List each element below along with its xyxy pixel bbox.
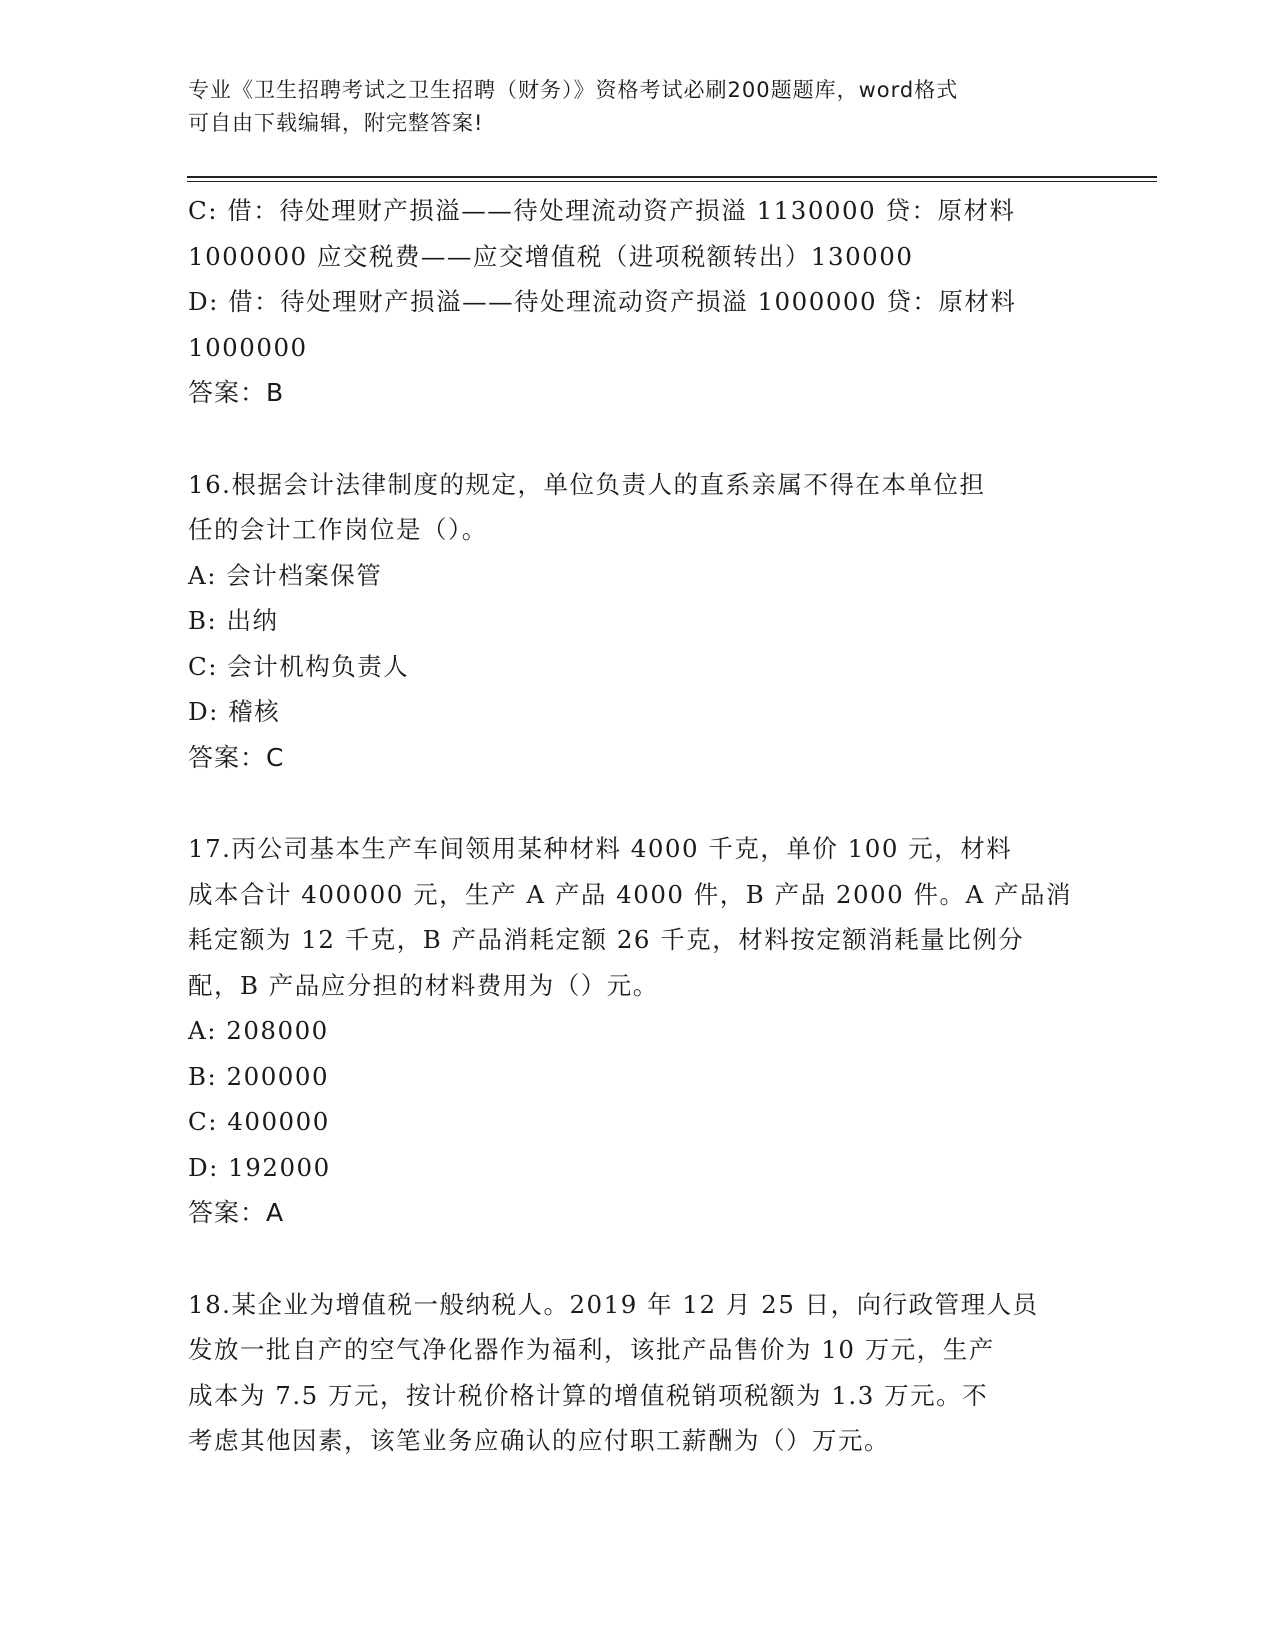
question-15-tail: [188, 188, 1088, 416]
question-18-stem-line-2: 发放一批自产的空气净化器作为福利，该批产品售价为 10 万元，生产: [188, 1335, 995, 1364]
option-c-line-2: 1000000 应交税费——应交增值税（进项税额转出）130000: [188, 241, 914, 271]
question-17-stem-line-3: 耗定额为 12 千克，B 产品消耗定额 26 千克，材料按定额消耗量比例分: [188, 925, 1025, 954]
question-content: [188, 188, 1088, 1464]
answer-15: 答案：B: [188, 378, 285, 407]
answer-17: 答案：A: [188, 1198, 285, 1227]
question-18-stem-line-4: 考虑其他因素，该笔业务应确认的应付职工薪酬为（）万元。: [188, 1426, 890, 1455]
header-divider-thin: [187, 181, 1157, 182]
question-16-stem-line-2: 任的会计工作岗位是（）。: [188, 515, 488, 544]
question-16: [188, 462, 1088, 781]
question-18-stem-line-1: 18.某企业为增值税一般纳税人。2019 年 12 月 25 日，向行政管理人员: [188, 1289, 1039, 1319]
question-17-stem-line-1: 17.丙公司基本生产车间领用某种材料 4000 千克，单价 100 元，材料: [188, 834, 1013, 863]
question-16-stem-line-1: 16.根据会计法律制度的规定，单位负责人的直系亲属不得在本单位担: [188, 469, 986, 499]
question-17-option-d: D: 192000: [188, 1152, 331, 1182]
question-17-stem-line-4: 配，B 产品应分担的材料费用为（）元。: [188, 970, 659, 1000]
question-spacer: [188, 780, 1088, 826]
question-18-stem-line-3: 成本为 7.5 万元，按计税价格计算的增值税销项税额为 1.3 万元。不: [188, 1380, 989, 1410]
question-spacer: [188, 416, 1088, 462]
option-d-line-1: D: 借：待处理财产损溢——待处理流动资产损溢 1000000 贷：原材料: [188, 287, 1017, 316]
option-d-line-2: 1000000: [188, 332, 308, 362]
answer-16: 答案：C: [188, 742, 285, 772]
question-16-option-a: A: 会计档案保管: [188, 560, 383, 590]
header-title-line-2: 可自由下载编辑，附完整答案!: [188, 111, 484, 135]
question-16-option-d: D: 稽核: [188, 697, 281, 726]
question-16-option-c: C: 会计机构负责人: [188, 651, 410, 681]
header-divider-thick: [187, 176, 1157, 178]
header-title-line-1: 专业《卫生招聘考试之卫生招聘（财务）》资格考试必刷200题题库，word格式: [188, 78, 959, 102]
question-17-option-c: C: 400000: [188, 1107, 330, 1136]
document-header: [188, 74, 1088, 140]
question-17: [188, 826, 1088, 1236]
question-17-option-a: A: 208000: [188, 1016, 329, 1045]
question-spacer: [188, 1236, 1088, 1282]
question-16-option-b: B: 出纳: [188, 606, 279, 635]
question-18: [188, 1282, 1088, 1464]
question-17-stem-line-2: 成本合计 400000 元，生产 A 产品 4000 件，B 产品 2000 件。A 产品消: [188, 879, 1072, 909]
option-c-line-1: C: 借：待处理财产损溢——待处理流动资产损溢 1130000 贷：原材料: [188, 196, 1016, 225]
question-17-option-b: B: 200000: [188, 1061, 330, 1091]
